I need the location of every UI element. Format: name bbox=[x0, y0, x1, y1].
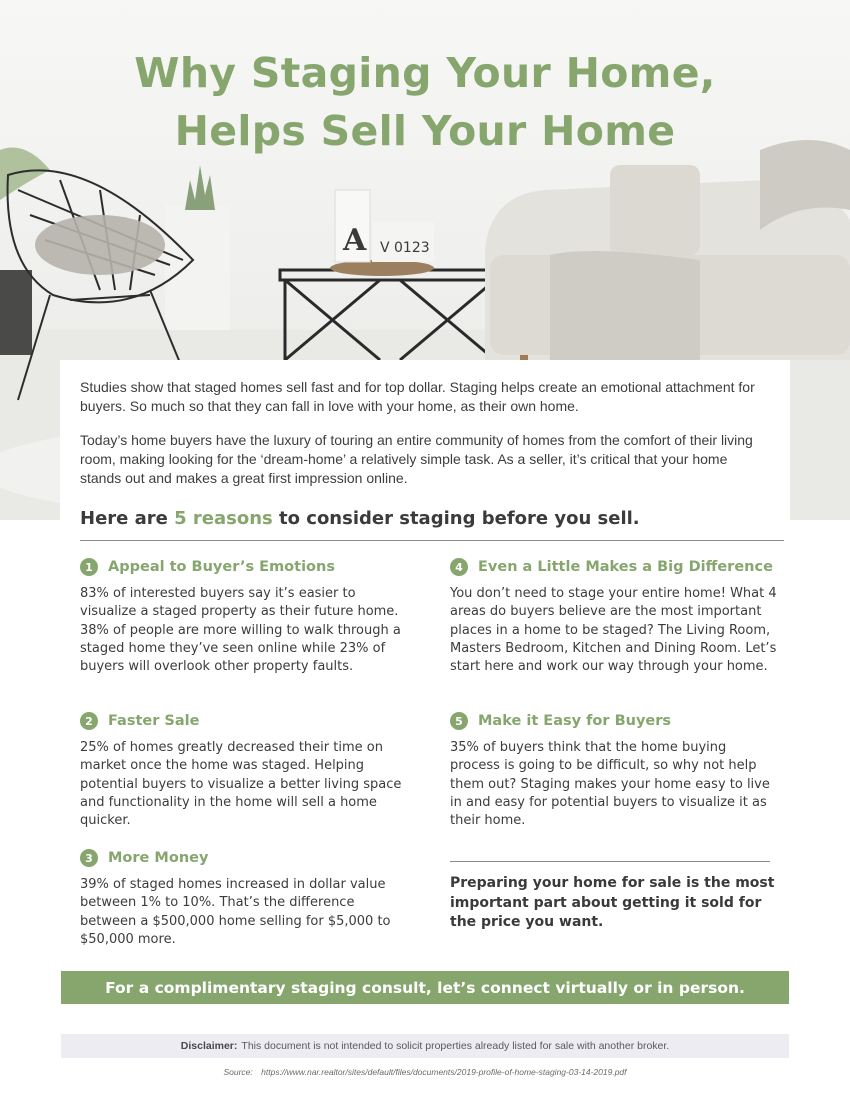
closing-statement: Preparing your home for sale is the most important part about getting it sold for the price you want. bbox=[450, 875, 775, 930]
cta-banner: For a complimentary staging consult, let’s connect virtually or in person. bbox=[61, 971, 789, 1004]
reason-item-5 bbox=[450, 710, 780, 830]
reason-item-2 bbox=[80, 710, 410, 830]
disclaimer-bar bbox=[61, 1034, 789, 1058]
intro-paragraph-1: Studies show that staged homes sell fast and for top dollar. Staging helps create an emotional attachment for buyers. So much so that they can fall in love with your home, as their own home. bbox=[80, 379, 755, 414]
reason-title: Faster Sale bbox=[108, 713, 200, 729]
reason-text: 39% of staged homes increased in dollar value between 1% to 10%. That’s the difference between a $500,000 home selling for $5,000 to $50,000 more. bbox=[80, 877, 391, 947]
disclaimer-text: This document is not intended to solicit properties already listed for sale with another broker. bbox=[241, 1040, 670, 1052]
reasons-heading bbox=[80, 508, 780, 529]
reason-text: 35% of buyers think that the home buying process is going to be difficult, so why not help them out? Staging makes your home easy to live in and easy for potential buyers to visualize it as their home. bbox=[450, 740, 770, 829]
reason-heading bbox=[450, 710, 780, 732]
reason-item-4 bbox=[450, 556, 780, 676]
reason-text: You don’t need to stage your entire home! What 4 areas do buyers believe are the most important places in a home to be staged? The Living Room, Masters Bedroom, Kitchen and Dining Room. Let’s start here and work our way through your home. bbox=[450, 586, 777, 675]
title-line-1: Why Staging Your Home, bbox=[134, 49, 716, 97]
number-badge-icon: 1 bbox=[80, 558, 98, 576]
reason-item-1 bbox=[80, 556, 410, 676]
intro-paragraph-2: Today’s home buyers have the luxury of touring an entire community of homes from the comfort of their living room, making looking for the ‘dream-home’ a relatively simple task. As a seller, it’s critical that your home stands out and makes a great first impression online. bbox=[80, 432, 753, 486]
reason-heading bbox=[450, 556, 780, 578]
reasons-heading-highlight: 5 reasons bbox=[174, 508, 273, 529]
reason-heading bbox=[80, 710, 410, 732]
reasons-heading-after: to consider staging before you sell. bbox=[272, 508, 640, 529]
number-badge-icon: 3 bbox=[80, 849, 98, 867]
number-badge-icon: 2 bbox=[80, 712, 98, 730]
number-badge-icon: 4 bbox=[450, 558, 468, 576]
decor-number-text: V 0123 bbox=[380, 240, 430, 256]
title-line-2: Helps Sell Your Home bbox=[174, 107, 676, 155]
disclaimer-label: Disclaimer: bbox=[180, 1040, 238, 1052]
section-divider bbox=[80, 540, 784, 541]
reason-title: Even a Little Makes a Big Difference bbox=[478, 559, 773, 575]
source-url: https://www.nar.realtor/sites/default/files/documents/2019-profile-of-home-staging-03-14-2019.pdf bbox=[261, 1067, 627, 1077]
closing-divider bbox=[450, 861, 770, 862]
page-title bbox=[0, 44, 850, 160]
source-line bbox=[0, 1067, 850, 1077]
decor-letter: A bbox=[343, 223, 367, 258]
source-label: Source: bbox=[223, 1067, 253, 1077]
reason-title: Make it Easy for Buyers bbox=[478, 713, 672, 729]
number-badge-icon: 5 bbox=[450, 712, 468, 730]
reasons-heading-before: Here are bbox=[80, 508, 175, 529]
reason-title: More Money bbox=[108, 850, 209, 866]
reason-heading bbox=[80, 847, 410, 869]
reason-title: Appeal to Buyer’s Emotions bbox=[108, 559, 335, 575]
reason-text: 83% of interested buyers say it’s easier to visualize a staged property as their future home. 38% of people are more willing to walk through a staged home they’ve seen online while 23% of buyers will overlook other property faults. bbox=[80, 586, 401, 675]
reason-text: 25% of homes greatly decreased their time on market once the home was staged. Helping potential buyers to visualize a better living space and functionality in the home will sell a home quicker. bbox=[80, 740, 402, 829]
reason-item-3 bbox=[80, 847, 410, 949]
reason-heading bbox=[80, 556, 410, 578]
